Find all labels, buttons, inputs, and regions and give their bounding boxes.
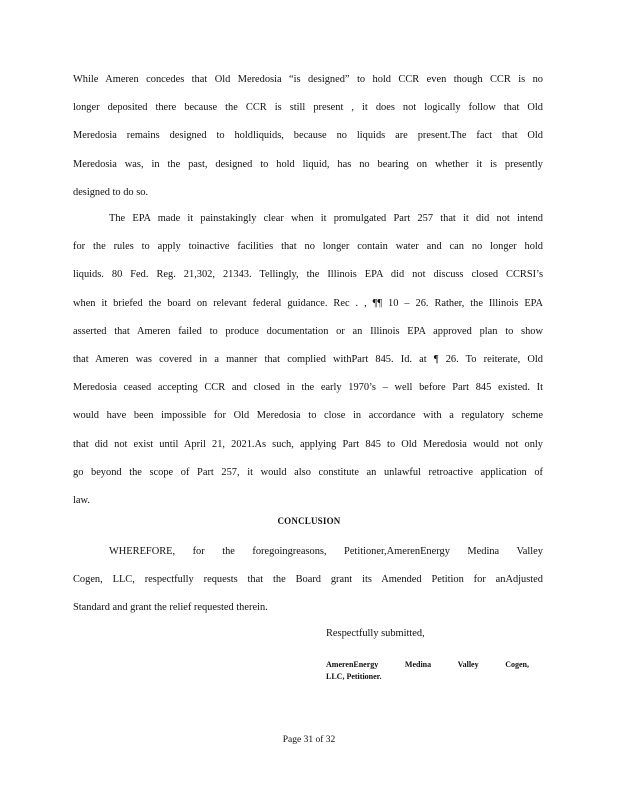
text-line: longer deposited there because the CCR is still present , it does not logically follow that Old <box>73 102 543 114</box>
paragraph-argument-liquids <box>73 66 543 207</box>
text-line: go beyond the scope of Part 257, it would also constitute an unlawful retroactive application of <box>73 466 543 478</box>
signature-party-line1: AmerenEnergy Medina Valley Cogen, <box>326 660 529 669</box>
section-heading-conclusion: CONCLUSION <box>277 516 341 526</box>
paragraph-epa-intent <box>73 205 543 515</box>
text-line: that Ameren was covered in a manner that complied withPart 845. Id. at ¶ 26. To reiterate, Old <box>73 354 543 366</box>
text-line: designed to do so. <box>73 186 149 198</box>
text-line: when it briefed the board on relevant federal guidance. Rec . , ¶¶ 10 – 26. Rather, the Illinois EPA <box>73 297 543 309</box>
text-line: asserted that Ameren failed to produce documentation or an Illinois EPA approved plan to show <box>73 325 543 337</box>
paragraph-wherefore <box>73 538 543 623</box>
page-number-footer: Page 31 of 32 <box>282 735 336 745</box>
text-line: law. <box>73 495 90 507</box>
signature-party-line2: LLC, Petitioner. <box>326 672 382 681</box>
text-line: that did not exist until April 21, 2021.As such, applying Part 845 to Old Meredosia would not only <box>73 438 543 450</box>
text-line: Meredosia was, in the past, designed to hold liquid, has no bearing on whether it is presently <box>73 158 543 170</box>
text-line: While Ameren concedes that Old Meredosia “is designed” to hold CCR even though CCR is no <box>73 74 543 85</box>
text-line: Cogen, LLC, respectfully requests that the Board grant its Amended Petition for anAdjusted <box>73 574 543 586</box>
text-line: Standard and grant the relief requested therein. <box>73 602 268 614</box>
text-line: WHEREFORE, for the foregoingreasons, Petitioner,AmerenEnergy Medina Valley <box>109 546 543 557</box>
text-line: Meredosia ceased accepting CCR and closed in the early 1970’s – well before Part 845 existed. It <box>73 382 543 394</box>
text-line: would have been impossible for Old Meredosia to close in accordance with a regulatory scheme <box>73 410 543 422</box>
signature-closing: Respectfully submitted, <box>326 628 425 639</box>
text-line: The EPA made it painstakingly clear when it promulgated Part 257 that it did not intend <box>109 213 543 224</box>
text-line: Meredosia remains designed to holdliquids, because no liquids are present.The fact that Old <box>73 130 543 142</box>
text-line: for the rules to apply toinactive facilities that no longer contain water and can no longer hold <box>73 241 543 253</box>
text-line: liquids. 80 Fed. Reg. 21,302, 21343. Tellingly, the Illinois EPA did not discuss closed CCRSI’s <box>73 269 543 281</box>
